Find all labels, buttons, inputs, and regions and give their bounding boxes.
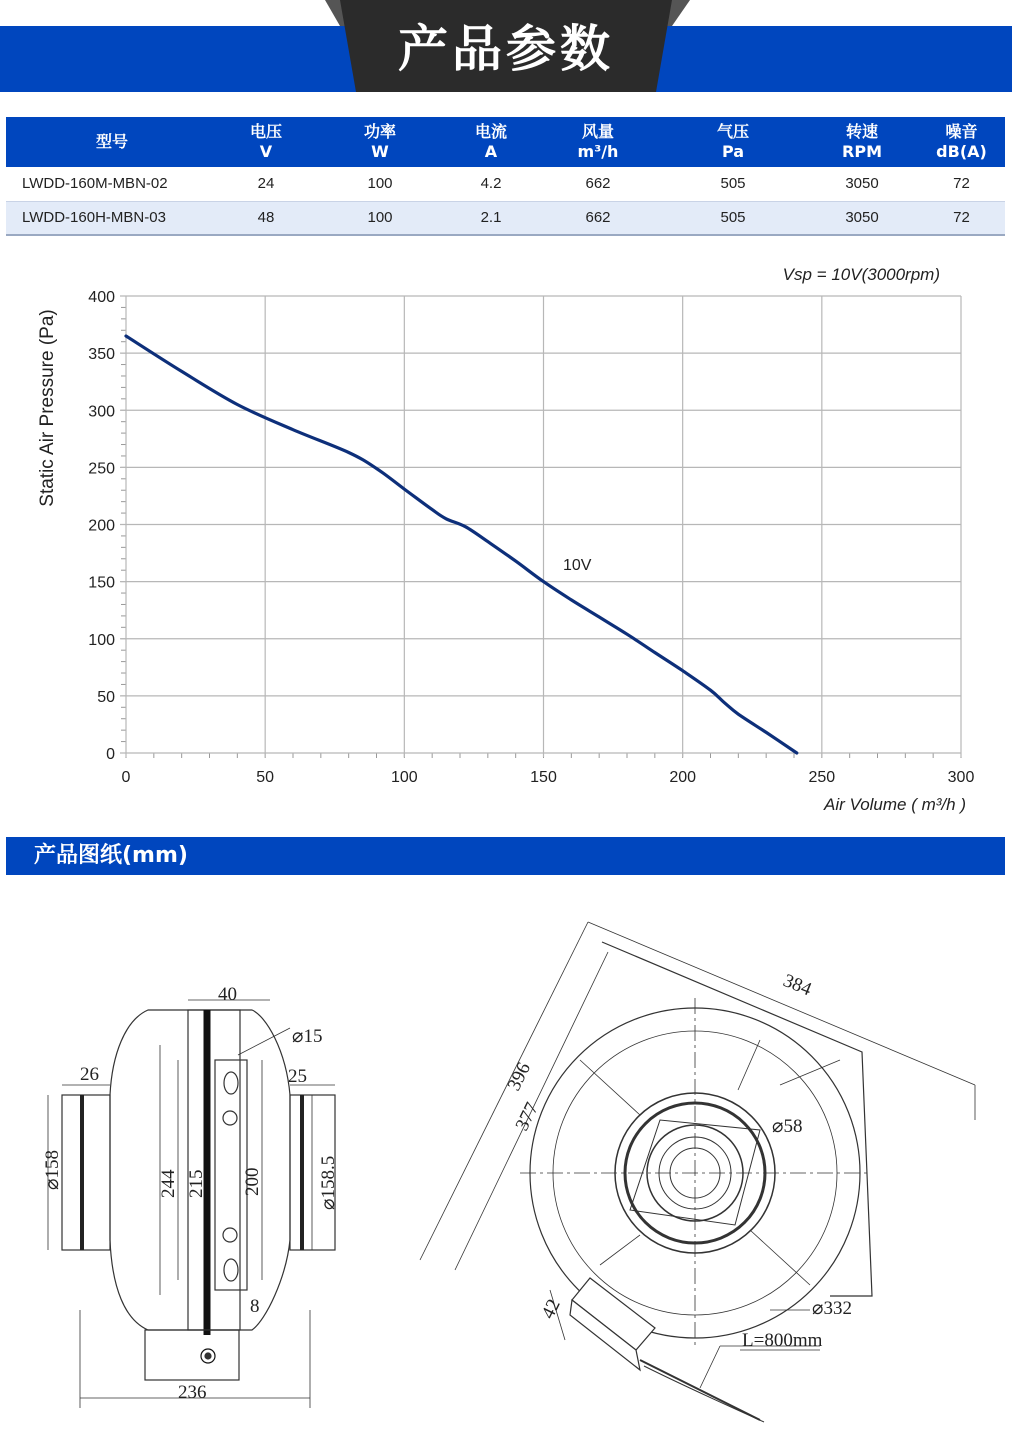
column-header: 功率 W (314, 117, 446, 167)
dim-label: 26 (80, 1064, 99, 1085)
chart-grid (120, 296, 961, 757)
y-tick-label: 200 (88, 517, 115, 535)
dim-label: 40 (218, 984, 237, 1005)
dim-label: L=800mm (742, 1330, 823, 1351)
dim-label: ⌀15 (292, 1026, 323, 1047)
dim-label: 384 (780, 970, 815, 1001)
table-cell: 24 (218, 167, 314, 201)
table-cell: 662 (536, 201, 660, 235)
chart-y-ticks (88, 289, 115, 763)
table-cell: 505 (660, 201, 806, 235)
column-header: 风量 m³/h (536, 117, 660, 167)
dim-label: 8 (250, 1296, 260, 1317)
table-cell: LWDD-160H-MBN-03 (6, 201, 218, 235)
y-axis-label: Static Air Pressure (Pa) (37, 309, 58, 507)
y-tick-label: 150 (88, 574, 115, 592)
x-tick-label: 100 (390, 769, 418, 786)
column-header: 噪音 dB(A) (918, 117, 1005, 167)
x-tick-label: 300 (947, 769, 975, 786)
column-header: 转速 RPM (806, 117, 918, 167)
table-cell: 505 (660, 167, 806, 201)
performance-chart (0, 250, 1012, 830)
header-banner (0, 0, 1012, 92)
dim-label: 200 (242, 1167, 263, 1196)
chart-title: Vsp = 10V(3000rpm) (782, 265, 940, 284)
dim-label: 377 (511, 1099, 543, 1135)
x-tick-label: 250 (808, 769, 836, 786)
table-cell: 48 (218, 201, 314, 235)
table-row (6, 167, 1005, 201)
dim-label: 396 (503, 1059, 535, 1095)
x-tick-label: 50 (256, 769, 275, 786)
chart-x-ticks (122, 769, 975, 786)
column-header: 型号 (6, 117, 218, 167)
y-tick-label: 0 (106, 746, 115, 763)
dim-label: 215 (186, 1169, 207, 1198)
spec-table (6, 117, 1005, 236)
drawing-section-bar (6, 837, 1005, 875)
table-cell: 100 (314, 167, 446, 201)
x-tick-label: 0 (121, 769, 131, 786)
dim-label: 236 (178, 1382, 207, 1403)
y-tick-label: 400 (88, 289, 115, 306)
y-tick-label: 100 (88, 631, 115, 649)
table-cell: 100 (314, 201, 446, 235)
side-view-drawing (48, 1000, 335, 1408)
dim-label: ⌀158 (42, 1150, 63, 1190)
table-cell: 4.2 (446, 167, 536, 201)
table-cell: 72 (918, 201, 1005, 235)
dim-label: ⌀158.5 (318, 1155, 339, 1210)
column-header: 气压 Pa (660, 117, 806, 167)
drawing-section-title: 产品图纸(mm) (34, 843, 188, 868)
x-axis-label: Air Volume ( m³/h ) (823, 795, 966, 814)
x-tick-label: 200 (669, 769, 697, 786)
table-cell: 2.1 (446, 201, 536, 235)
column-header: 电流 A (446, 117, 536, 167)
dim-label: 25 (288, 1066, 307, 1087)
table-cell: 72 (918, 167, 1005, 201)
side-view-dimensions (42, 984, 339, 1403)
dim-label: ⌀58 (772, 1116, 803, 1137)
table-cell: 3050 (806, 167, 918, 201)
table-cell: LWDD-160M-MBN-02 (6, 167, 218, 201)
technical-drawings (0, 880, 1012, 1438)
y-tick-label: 300 (88, 403, 115, 421)
dim-label: ⌀332 (812, 1298, 852, 1319)
y-tick-label: 50 (97, 688, 115, 706)
series-line-10v (126, 336, 797, 753)
table-cell: 662 (536, 167, 660, 201)
y-tick-label: 250 (88, 460, 115, 478)
series-annotation: 10V (562, 557, 592, 575)
table-cell: 3050 (806, 201, 918, 235)
column-header: 电压 V (218, 117, 314, 167)
table-row (6, 201, 1005, 235)
y-tick-label: 350 (88, 346, 115, 364)
page-title: 产品参数 (398, 20, 614, 78)
dim-label: 244 (158, 1169, 179, 1198)
chart-minor-ticks (121, 296, 961, 758)
x-tick-label: 150 (530, 769, 557, 786)
table-header-row (6, 117, 1005, 167)
front-view-dimensions (504, 970, 852, 1351)
front-view-drawing (420, 922, 975, 1422)
dim-label: 42 (537, 1295, 565, 1323)
